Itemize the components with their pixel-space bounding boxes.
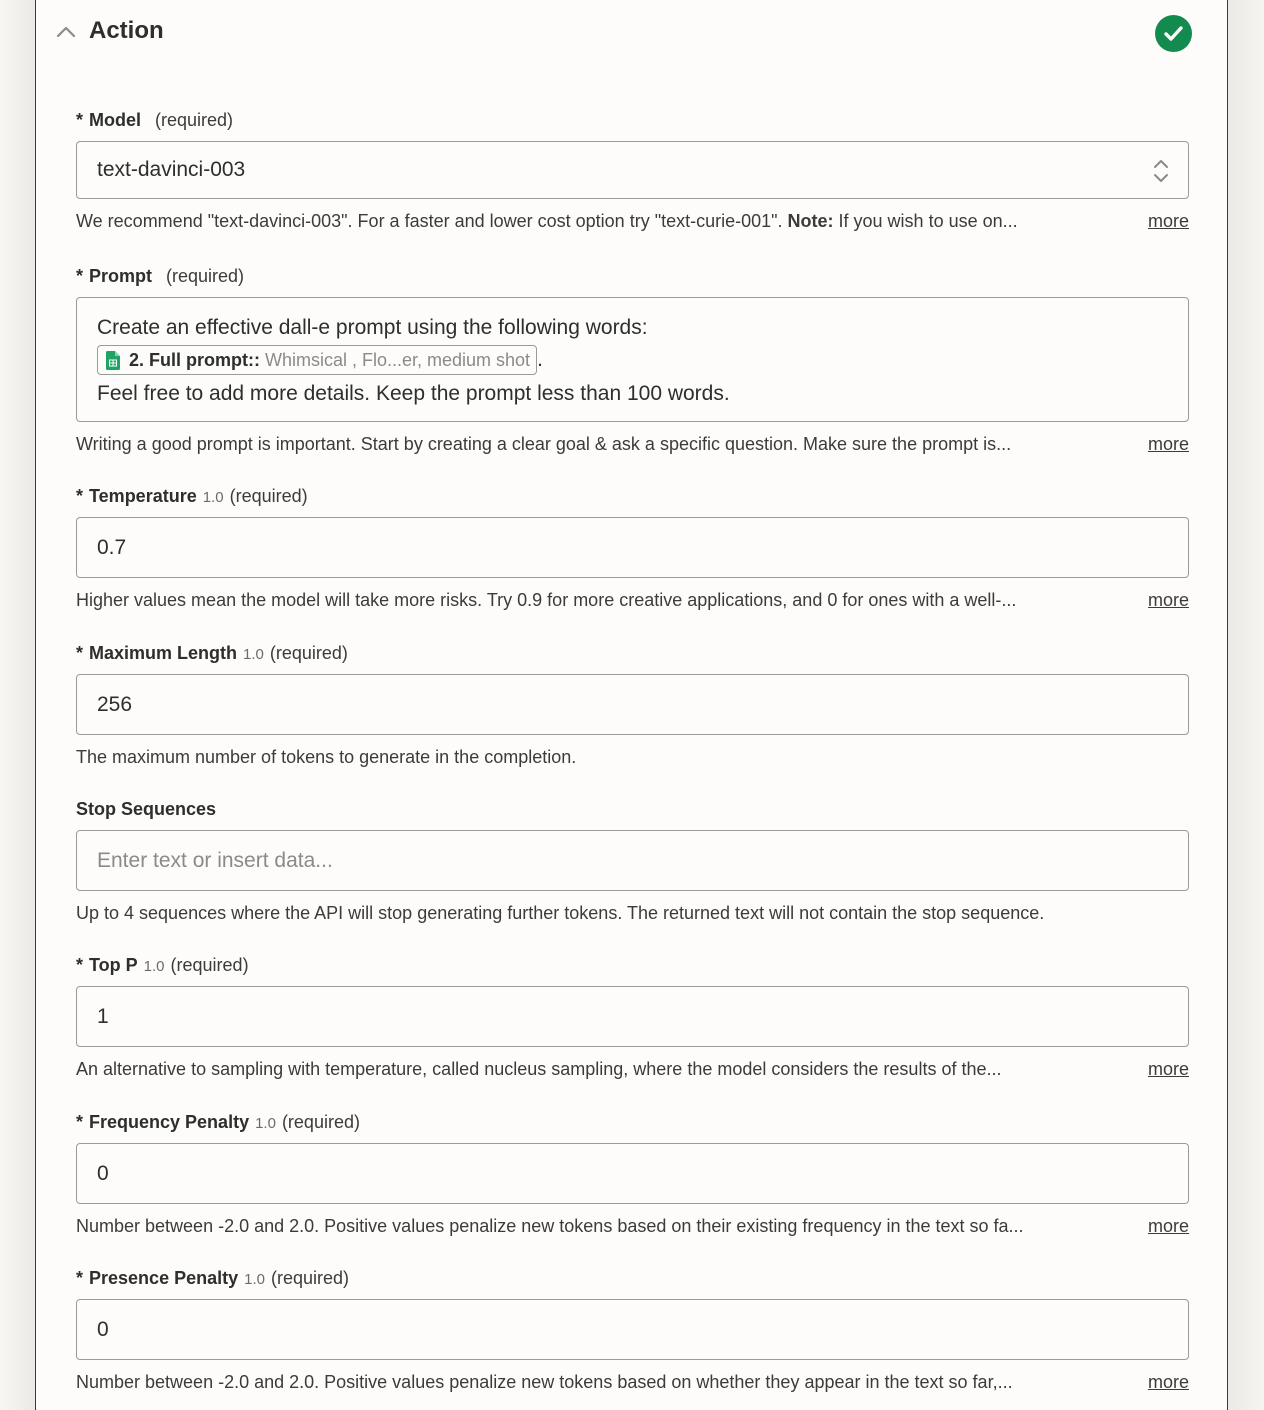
version-badge: 1.0 bbox=[202, 489, 224, 506]
check-circle-icon bbox=[1155, 15, 1192, 52]
prompt-textarea[interactable] bbox=[76, 297, 1189, 422]
required-text: (required) bbox=[166, 266, 245, 286]
page-background-right bbox=[1228, 0, 1264, 1410]
max-length-input[interactable] bbox=[76, 674, 1189, 735]
required-star: * bbox=[76, 1268, 84, 1288]
temperature-field bbox=[76, 484, 1189, 612]
presence-penalty-more-link[interactable]: more bbox=[1147, 1372, 1189, 1392]
presence-penalty-value: 0 bbox=[97, 1318, 109, 1341]
presence-penalty-field bbox=[76, 1266, 1189, 1394]
stop-sequences-placeholder: Enter text or insert data... bbox=[97, 849, 333, 872]
section-title: Action bbox=[89, 17, 164, 44]
field-name: Top P bbox=[89, 955, 138, 975]
required-star: * bbox=[76, 266, 84, 286]
chevron-up-icon[interactable] bbox=[56, 22, 76, 42]
stop-sequences-help-text: Up to 4 sequences where the API will stop generating further tokens. The returned text will not contain the stop sequence. bbox=[76, 903, 1045, 923]
required-text: (required) bbox=[170, 955, 249, 975]
field-name: Model bbox=[89, 110, 142, 130]
model-select-value: text-davinci-003 bbox=[97, 158, 246, 181]
frequency-penalty-value: 0 bbox=[97, 1162, 109, 1185]
temperature-label bbox=[76, 484, 1189, 508]
required-star: * bbox=[76, 110, 84, 130]
required-text: (required) bbox=[270, 1268, 349, 1288]
temperature-help bbox=[76, 588, 1189, 612]
field-name: Prompt bbox=[89, 266, 153, 286]
model-field bbox=[76, 108, 1189, 233]
data-pill-value: Whimsical , Flo...er, medium shot bbox=[264, 349, 531, 370]
google-sheets-icon bbox=[106, 351, 120, 370]
data-pill[interactable] bbox=[97, 345, 537, 375]
model-help bbox=[76, 209, 1189, 233]
field-name: Maximum Length bbox=[89, 643, 238, 663]
stop-sequences-label bbox=[76, 797, 1189, 821]
top-p-label bbox=[76, 953, 1189, 977]
prompt-field bbox=[76, 264, 1189, 456]
version-badge: 1.0 bbox=[243, 646, 264, 663]
model-select[interactable] bbox=[76, 141, 1189, 199]
field-name: Stop Sequences bbox=[76, 799, 217, 819]
prompt-more-link[interactable]: more bbox=[1147, 434, 1189, 454]
stop-sequences-help bbox=[76, 901, 1189, 925]
model-help-text: We recommend "text-davinci-003". For a faster and lower cost option try "text-curie-001". bbox=[76, 211, 788, 231]
prompt-line-2 bbox=[97, 342, 1168, 378]
field-name: Presence Penalty bbox=[89, 1268, 239, 1288]
max-length-value: 256 bbox=[97, 693, 133, 716]
version-badge: 1.0 bbox=[255, 1115, 276, 1132]
up-down-chevron-icon[interactable] bbox=[1152, 158, 1170, 184]
required-star: * bbox=[76, 643, 84, 663]
presence-penalty-help bbox=[76, 1370, 1189, 1394]
top-p-more-link[interactable]: more bbox=[1147, 1059, 1189, 1079]
model-help-text-2: If you wish to use on... bbox=[833, 211, 1018, 231]
required-star: * bbox=[76, 1112, 84, 1132]
temperature-input[interactable] bbox=[76, 517, 1189, 578]
version-badge: 1.0 bbox=[143, 958, 165, 975]
prompt-line-1: Create an effective dall-e prompt using the following words: bbox=[97, 316, 648, 339]
model-more-link[interactable]: more bbox=[1147, 211, 1189, 231]
max-length-help-text: The maximum number of tokens to generate in the completion. bbox=[76, 747, 577, 767]
top-p-input[interactable] bbox=[76, 986, 1189, 1047]
presence-penalty-help-text: Number between -2.0 and 2.0. Positive values penalize new tokens based on whether they appear in the text so far,... bbox=[76, 1372, 1013, 1392]
prompt-help-text: Writing a good prompt is important. Start by creating a clear goal & ask a specific question. Make sure the prompt is... bbox=[76, 434, 1012, 454]
max-length-label bbox=[76, 641, 1189, 665]
required-star: * bbox=[76, 955, 84, 975]
stop-sequences-input[interactable] bbox=[76, 830, 1189, 891]
temperature-help-text: Higher values mean the model will take more risks. Try 0.9 for more creative applications, and 0 for ones with a well-... bbox=[76, 590, 1017, 610]
max-length-field bbox=[76, 641, 1189, 769]
required-star: * bbox=[76, 486, 84, 506]
presence-penalty-label bbox=[76, 1266, 1189, 1290]
required-text: (required) bbox=[281, 1112, 360, 1132]
top-p-help-text: An alternative to sampling with temperature, called nucleus sampling, where the model considers the results of the... bbox=[76, 1059, 1002, 1079]
data-pill-name: 2. Full prompt:: bbox=[129, 349, 260, 370]
frequency-penalty-more-link[interactable]: more bbox=[1147, 1216, 1189, 1236]
temperature-more-link[interactable]: more bbox=[1147, 590, 1189, 610]
top-p-value: 1 bbox=[97, 1005, 109, 1028]
field-name: Temperature bbox=[89, 486, 197, 506]
prompt-help bbox=[76, 432, 1189, 456]
required-text: (required) bbox=[155, 110, 234, 130]
model-help-note: Note: bbox=[787, 211, 834, 231]
version-badge: 1.0 bbox=[244, 1271, 265, 1288]
action-panel bbox=[35, 0, 1228, 1410]
model-label bbox=[76, 108, 1189, 132]
frequency-penalty-label bbox=[76, 1110, 1189, 1134]
frequency-penalty-help-text: Number between -2.0 and 2.0. Positive values penalize new tokens based on their existing frequency in the text so fa... bbox=[76, 1216, 1024, 1236]
prompt-pill-suffix: . bbox=[537, 348, 543, 371]
stop-sequences-field bbox=[76, 797, 1189, 925]
frequency-penalty-field bbox=[76, 1110, 1189, 1238]
required-text: (required) bbox=[229, 486, 308, 506]
presence-penalty-input[interactable] bbox=[76, 1299, 1189, 1360]
required-text: (required) bbox=[269, 643, 348, 663]
section-header[interactable] bbox=[36, 0, 1227, 66]
prompt-label bbox=[76, 264, 1189, 288]
field-name: Frequency Penalty bbox=[89, 1112, 250, 1132]
top-p-help bbox=[76, 1057, 1189, 1081]
temperature-value: 0.7 bbox=[97, 536, 127, 559]
frequency-penalty-input[interactable] bbox=[76, 1143, 1189, 1204]
prompt-line-3: Feel free to add more details. Keep the prompt less than 100 words. bbox=[97, 382, 730, 405]
page-background-left bbox=[0, 0, 35, 1410]
max-length-help bbox=[76, 745, 1189, 769]
frequency-penalty-help bbox=[76, 1214, 1189, 1238]
top-p-field bbox=[76, 953, 1189, 1081]
